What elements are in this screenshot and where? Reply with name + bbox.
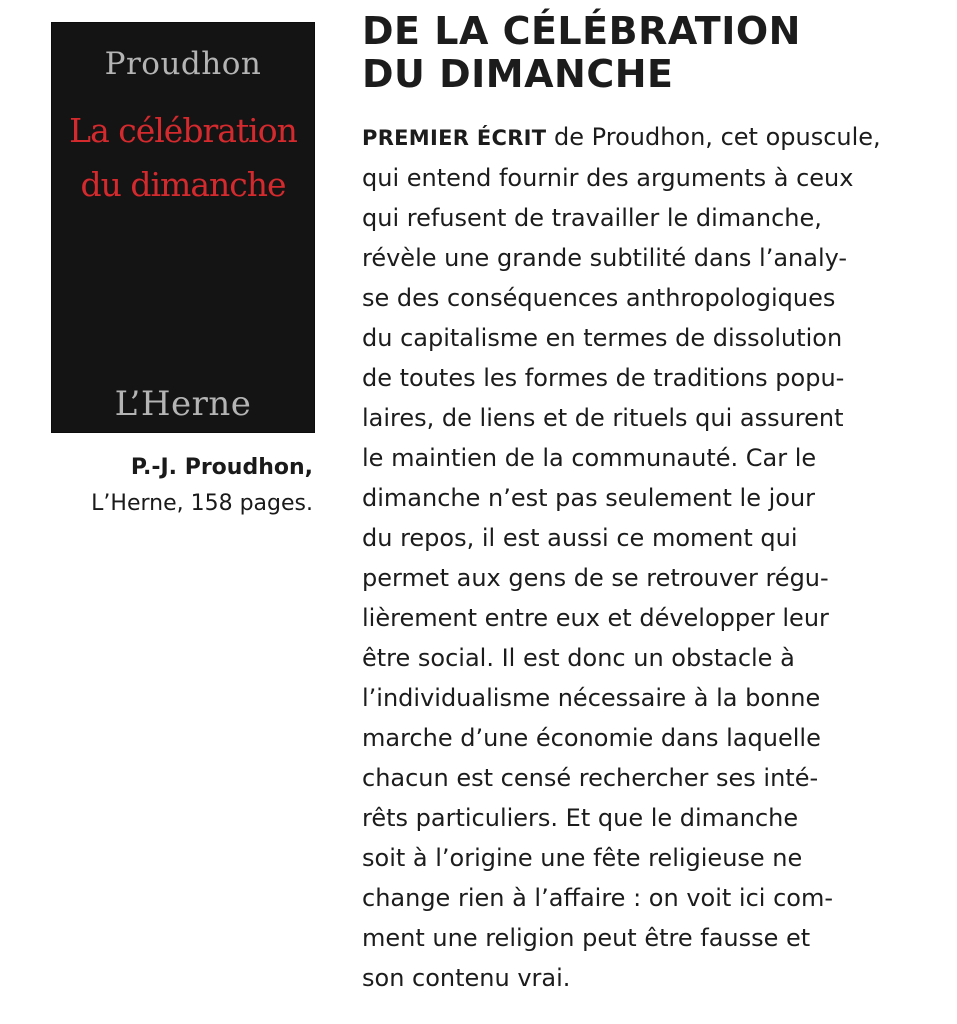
body-line: qui refusent de travailler le dimanche, <box>362 204 822 232</box>
body-line-text: de Proudhon, cet opuscule, <box>546 123 881 151</box>
headline-line: DE LA CÉLÉBRATION <box>362 9 801 53</box>
body-line: du repos, il est aussi ce moment qui <box>362 524 798 552</box>
cover-title-line: La célébration <box>69 111 297 150</box>
body-line: le maintien de la communauté. Car le <box>362 444 817 472</box>
body-line: être social. Il est donc un obstacle à <box>362 644 795 672</box>
body-line: laires, de liens et de rituels qui assurent <box>362 404 844 432</box>
body-line: se des conséquences anthropologiques <box>362 284 836 312</box>
cover-title-line: du dimanche <box>80 165 286 204</box>
book-cover <box>51 22 315 433</box>
body-line: dimanche n’est pas seulement le jour <box>362 484 816 512</box>
body-line: change rien à l’affaire : on voit ici com- <box>362 884 833 912</box>
body-line: du capitalisme en termes de dissolution <box>362 324 843 352</box>
body-line: marche d’une économie dans laquelle <box>362 724 821 752</box>
cover-author: Proudhon <box>104 46 262 82</box>
body-line: ment une religion peut être fausse et <box>362 924 811 952</box>
article-headline <box>362 10 801 96</box>
book-caption <box>91 450 313 522</box>
article-body <box>362 117 952 998</box>
body-line: chacun est censé rechercher ses inté- <box>362 764 819 792</box>
body-line: rêts particuliers. Et que le dimanche <box>362 804 799 832</box>
body-line: révèle une grande subtilité dans l’analy- <box>362 244 848 272</box>
cover-title <box>51 104 315 212</box>
body-line: soit à l’origine une fête religieuse ne <box>362 844 803 872</box>
caption-details: L’Herne, 158 pages. <box>91 491 313 516</box>
lead-in: PREMIER ÉCRIT <box>362 126 547 150</box>
body-line: qui entend fournir des arguments à ceux <box>362 164 854 192</box>
caption-author: P.-J. Proudhon, <box>130 455 313 480</box>
cover-publisher: L’Herne <box>114 384 252 424</box>
body-line: permet aux gens de se retrouver régu- <box>362 564 829 592</box>
body-line: l’individualisme nécessaire à la bonne <box>362 684 821 712</box>
body-line: son contenu vrai. <box>362 964 571 992</box>
body-line: lièrement entre eux et développer leur <box>362 604 829 632</box>
body-line: de toutes les formes de traditions popu- <box>362 364 845 392</box>
headline-line: DU DIMANCHE <box>362 52 674 96</box>
body-line <box>362 117 952 158</box>
